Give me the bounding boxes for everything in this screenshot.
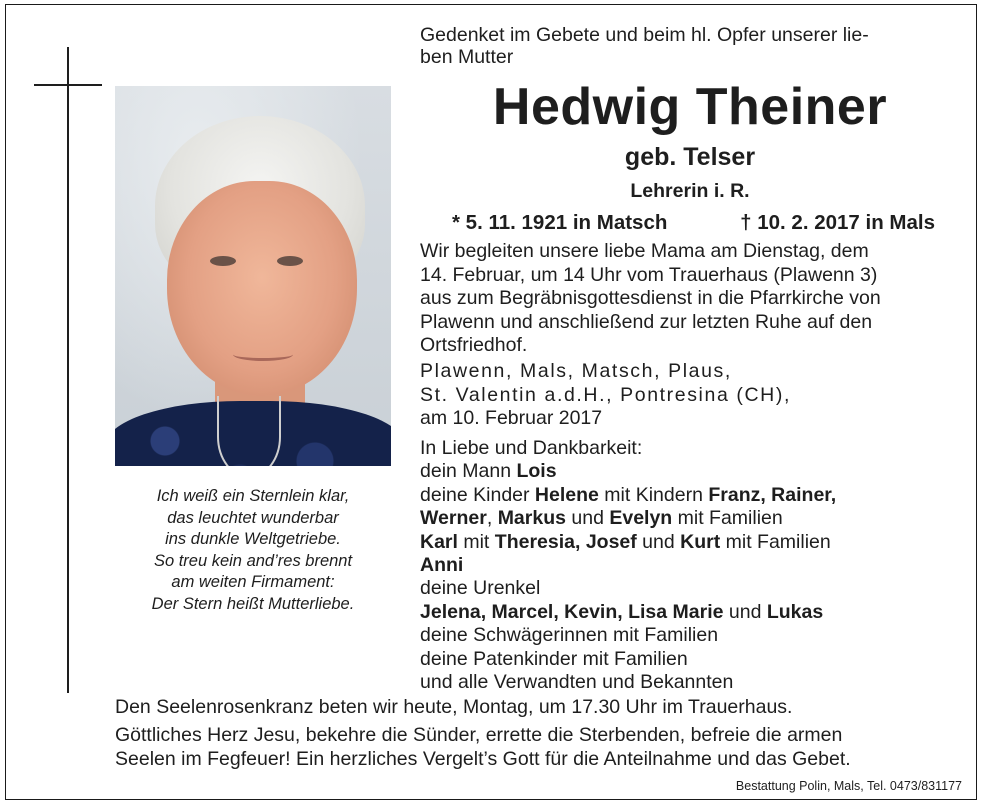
- cross-icon: [67, 47, 69, 693]
- mourner-children: Werner, Markus und Evelyn mit Familien: [420, 507, 783, 530]
- intro-text: [420, 24, 960, 68]
- portrait-photo: [115, 86, 391, 466]
- mourner-husband: dein Mann Lois: [420, 460, 557, 483]
- announcement-line: Wir begleiten unsere liebe Mama am Dienstag, dem: [420, 240, 869, 262]
- death-date: † 10. 2. 2017 in Mals: [740, 211, 935, 234]
- places-line: Plawenn, Mals, Matsch, Plaus,: [420, 360, 732, 382]
- birth-date: * 5. 11. 1921 in Matsch: [452, 211, 668, 234]
- places-line: St. Valentin a.d.H., Pontresina (CH),: [420, 383, 791, 406]
- birth-name: geb. Telser: [624, 143, 756, 171]
- announcement-line: aus zum Begräbnisgottesdienst in die Pfarrkirche von: [420, 287, 881, 310]
- mourners-intro: In Liebe und Dankbarkeit:: [420, 437, 643, 459]
- mourner-great-grandchildren-label: deine Urenkel: [420, 577, 541, 600]
- announcement-line: Ortsfriedhof.: [420, 334, 528, 357]
- date-line: am 10. Februar 2017: [420, 407, 603, 429]
- mourner-sisters-in-law: deine Schwägerinnen mit Familien: [420, 624, 719, 647]
- poem-line: So treu kein and’res brennt: [153, 551, 353, 570]
- deceased-name: Hedwig Theiner: [492, 78, 888, 136]
- closing-line: Seelen im Fegfeuer! Ein herzliches Vergelt’s Gott für die Anteilnahme und das Gebet.: [115, 748, 851, 770]
- announcement-line: 14. Februar, um 14 Uhr vom Trauerhaus (Plawenn 3): [420, 263, 878, 286]
- mourner-relatives: und alle Verwandten und Bekannten: [420, 671, 734, 694]
- announcement-line: Plawenn und anschließend zur letzten Ruhe auf den: [420, 310, 873, 333]
- funeral-announcement: [420, 240, 965, 358]
- mourner-godchildren: deine Patenkinder mit Familien: [420, 647, 688, 670]
- poem: [115, 486, 391, 615]
- intro-line: ben Mutter: [420, 46, 514, 68]
- rosary-notice: Den Seelenrosenkranz beten wir heute, Montag, um 17.30 Uhr im Trauerhaus.: [115, 696, 793, 718]
- places-and-date: [420, 360, 965, 431]
- poem-line: Der Stern heißt Mutterliebe.: [151, 594, 355, 613]
- poem-line: ins dunkle Weltgetriebe.: [165, 530, 341, 548]
- intro-line: Gedenket im Gebete und beim hl. Opfer unserer lie-: [420, 24, 869, 46]
- cross-bar: [34, 84, 102, 86]
- occupation: Lehrerin i. R.: [630, 180, 750, 202]
- mourner-children: Karl mit Theresia, Josef und Kurt mit Familien: [420, 530, 831, 553]
- poem-line: am weiten Firmament:: [171, 573, 335, 591]
- obituary-notice: [5, 4, 977, 800]
- closing-prayer: [115, 723, 975, 771]
- mourner-great-grandchildren: Jelena, Marcel, Kevin, Lisa Marie und Lukas: [420, 600, 824, 623]
- mourner-children: Anni: [420, 554, 464, 577]
- funeral-home-credit: Bestattung Polin, Mals, Tel. 0473/831177: [735, 779, 962, 793]
- mourner-children: deine Kinder Helene mit Kindern Franz, Rainer,: [420, 483, 837, 506]
- closing-line: Göttliches Herz Jesu, bekehre die Sünder, errette die Sterbenden, befreie die armen: [115, 724, 843, 746]
- poem-line: das leuchtet wunderbar: [167, 508, 339, 527]
- poem-line: Ich weiß ein Sternlein klar,: [156, 487, 350, 505]
- mourners-list: [420, 437, 965, 694]
